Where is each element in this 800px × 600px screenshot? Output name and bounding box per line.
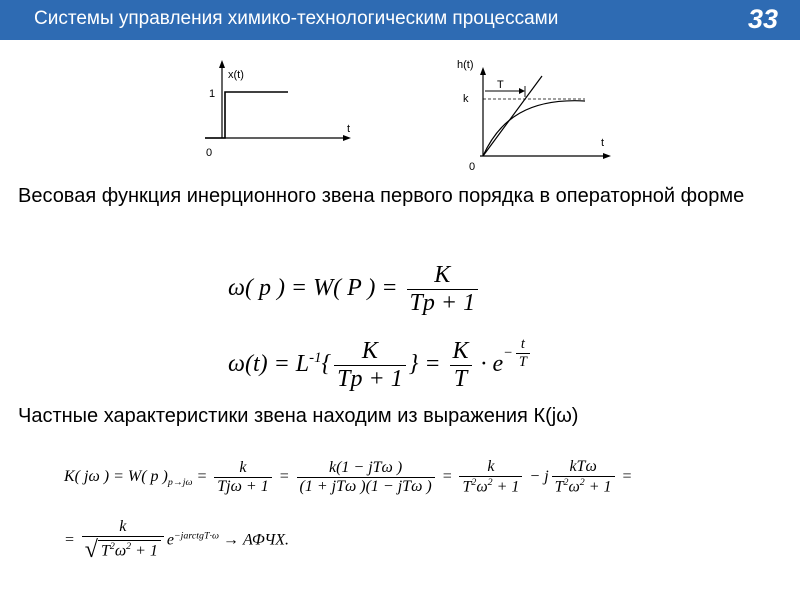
formula2-num: K — [334, 338, 406, 366]
formula3-f1-num: k — [214, 459, 271, 478]
formula2-exponent — [503, 336, 533, 371]
weight-function-heading: Весовая функция инерционного звена первого порядка в операторной форме — [18, 185, 745, 207]
formula3-f3-den-plus: + 1 — [492, 478, 520, 496]
slide-title: Системы управления химико-технологическим процессами — [34, 8, 559, 29]
formula-omega-p — [228, 262, 481, 317]
formula1-den: Tp + 1 — [409, 290, 476, 316]
formula3-eq-3: = — [437, 467, 457, 485]
slide-number: 33 — [747, 4, 778, 34]
formula4-lead: = — [64, 531, 79, 549]
formula3-f3-den-sup1: 2 — [471, 477, 477, 488]
formula3-f1-den: Tjω + 1 — [217, 477, 269, 495]
formula2-exp-den: T — [518, 354, 527, 370]
formula3-substitution: p→jω — [167, 477, 193, 489]
formula3-f4-den — [552, 477, 615, 496]
formula3-f3-den — [459, 477, 522, 496]
formula3-eq-2: = — [274, 467, 294, 485]
formula2-lhs: ω(t) = L — [228, 350, 310, 377]
formula4-den-omega: ω — [114, 542, 127, 560]
formula3-f3-den-omega: ω — [476, 478, 488, 496]
formula3-f3-den-T: T — [462, 478, 472, 496]
slide-header — [0, 0, 800, 40]
formula3-f3-num: k — [459, 458, 522, 477]
resp-exponential-curve — [483, 101, 585, 156]
formula4-den-T: T — [100, 542, 110, 560]
formula2-den: Tp + 1 — [337, 365, 403, 392]
formula3-f2-num: k(1 − jTω ) — [297, 459, 435, 478]
resp-x-label: t — [601, 137, 605, 149]
formula2-den2: T — [453, 365, 468, 392]
formula3-minus-j: − j — [525, 467, 549, 485]
step-zero-label: 0 — [206, 147, 213, 159]
formula4-den-sup2: 2 — [126, 541, 132, 553]
resp-y-label: h(t) — [457, 59, 474, 71]
step-response-graph — [455, 58, 620, 173]
formula4-den — [82, 537, 164, 564]
resp-k-label: k — [463, 93, 469, 105]
frequency-characteristics-heading: Частные характеристики звена находим из выражения К(jω) — [18, 405, 579, 427]
formula2-inverse: -1 — [309, 349, 322, 366]
formula4-fraction — [82, 518, 164, 564]
formula1-fraction — [407, 262, 479, 317]
formula1-lhs: ω( p ) = W( P ) = — [228, 275, 404, 302]
formula-afchh — [64, 518, 289, 564]
formula2-exp-base: · e — [474, 350, 504, 377]
formula3-f4-den-sup1: 2 — [563, 477, 569, 488]
formula2-fraction-2 — [450, 338, 472, 393]
formula2-brace-close: } — [408, 350, 419, 377]
formula2-exp-num: t — [516, 336, 530, 354]
resp-tangent-line — [483, 76, 542, 156]
step-x-arrow — [343, 135, 351, 141]
formula3-fraction-2 — [297, 459, 435, 496]
formula-K-jomega — [64, 458, 632, 496]
formula2-brace-open: { — [321, 350, 332, 377]
formula1-num: K — [407, 262, 479, 290]
formula3-f4-num: kTω — [552, 458, 615, 477]
formula3-lhs: K( jω ) = W( p ) — [64, 467, 168, 485]
formula4-den-plus: + 1 — [131, 542, 158, 560]
formula4-den-sup1: 2 — [109, 541, 115, 553]
step-input-graph — [195, 58, 370, 168]
formula3-fraction-3 — [459, 458, 522, 496]
resp-zero-label: 0 — [469, 161, 476, 173]
resp-y-arrow — [480, 67, 486, 75]
formula3-f4-den-omega: ω — [568, 478, 580, 496]
step-y-arrow — [219, 60, 225, 68]
formula3-f3-den-sup2: 2 — [487, 477, 493, 488]
formula2-fraction-1 — [334, 338, 406, 393]
formula3-trailing-eq: = — [617, 467, 633, 485]
step-y-label: x(t) — [228, 69, 244, 81]
formula3-f4-den-T: T — [554, 478, 564, 496]
formula4-e: e — [166, 531, 174, 549]
formula3-fraction-1 — [214, 459, 271, 496]
step-one-label: 1 — [209, 88, 216, 100]
step-x-label: t — [347, 123, 351, 135]
resp-x-arrow — [603, 153, 611, 159]
formula3-eq-1: = — [192, 467, 212, 485]
formula3-f4-den-plus: + 1 — [584, 478, 612, 496]
formula2-eq: = — [418, 350, 447, 377]
formula-omega-t — [228, 336, 533, 393]
formula2-exp-sign: − — [503, 344, 513, 361]
resp-T-arrow — [519, 88, 525, 94]
formula2-num2: K — [450, 338, 472, 366]
resp-T-label: T — [497, 79, 504, 91]
formula4-exponent: −jarctgT·ω — [173, 530, 219, 542]
step-function-line — [205, 92, 288, 138]
sqrt-sign-icon: √ — [84, 537, 98, 563]
formula3-f2-den: (1 + jTω )(1 − jTω ) — [299, 477, 432, 495]
formula4-arrow-afchh: → АФЧХ. — [218, 531, 290, 549]
formula3-f4-den-sup2: 2 — [579, 477, 585, 488]
formula4-radicand — [98, 540, 161, 560]
formula4-sqrt — [85, 537, 161, 564]
formula2-exp-fraction — [516, 336, 530, 371]
formula3-fraction-4 — [552, 458, 615, 496]
formula4-num: k — [82, 518, 164, 537]
